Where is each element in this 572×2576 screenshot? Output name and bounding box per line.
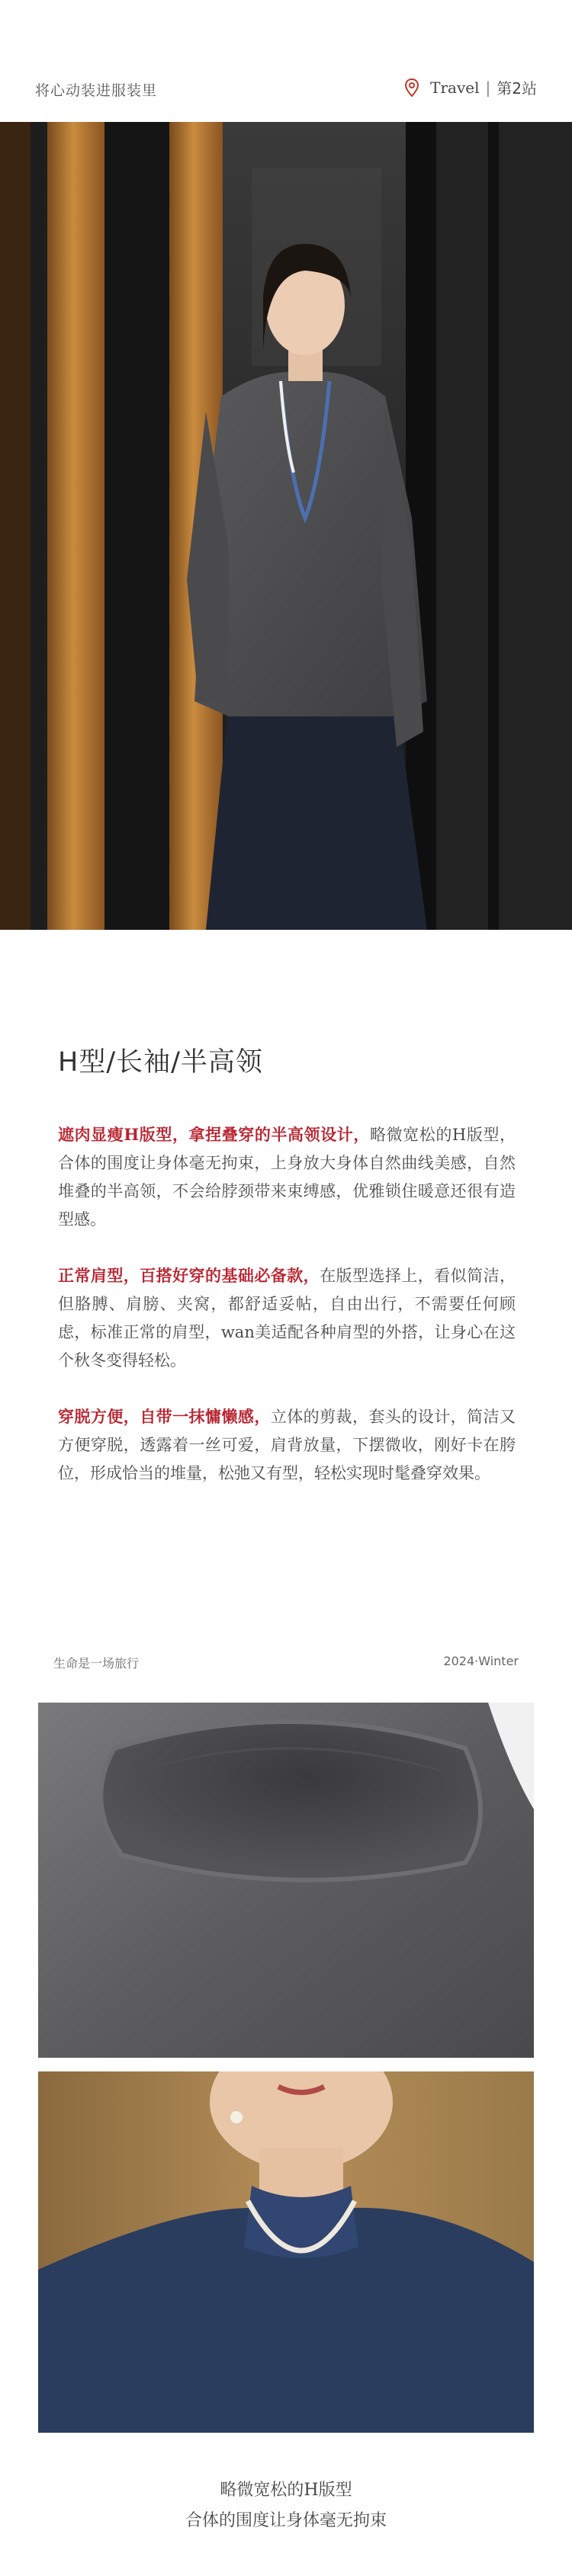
brand-tagline: 将心动装进服装里 [35, 82, 158, 99]
section-season: 2024·Winter [443, 1654, 519, 1668]
feature-paragraph-1 [58, 1120, 516, 1234]
section-slogan: 生命是一场旅行 [53, 1656, 140, 1671]
caption-line-1: 略微宽松的H版型 [220, 2481, 352, 2500]
collar-detail-photo [38, 1703, 534, 2058]
neckline-model-photo [38, 2071, 534, 2433]
feature-body-2: 在版型选择上，看似简洁，但胳膊、肩膀、夹窝，都舒适妥帖，自由出行，不需要任何顾虑，标准正常的肩型，wan美适配各种肩型的外搭，让身心在这个秋冬变得轻松。 [58, 1267, 516, 1370]
feature-highlight-2: 正常肩型，百搭好穿的基础必备款， [58, 1266, 320, 1285]
feature-body-1: 略微宽松的H版型，合体的围度让身体毫无拘束，上身放大身体自然曲线美感，自然堆叠的半高领，不会给脖颈带来束缚感，优雅锁住暖意还很有造型感。 [58, 1126, 516, 1229]
caption-line-2: 合体的围度让身体毫无拘束 [185, 2511, 387, 2530]
location-separator: | [485, 78, 491, 97]
feature-paragraph-2 [58, 1261, 516, 1375]
neckline-model-illustration [38, 2071, 534, 2433]
location-en: Travel [430, 78, 480, 97]
location-label [404, 76, 537, 98]
hero-photo [0, 122, 572, 930]
top-header [0, 0, 572, 122]
location-pin-icon [404, 78, 419, 97]
feature-highlight-3: 穿脱方便，自带一抹慵懒感， [58, 1407, 271, 1426]
article-title: H型/长袖/半高领 [58, 1047, 263, 1078]
collar-detail-illustration [38, 1703, 534, 2058]
feature-paragraph-3 [58, 1402, 516, 1488]
feature-highlight-1: 遮肉显瘦H版型，拿捏叠穿的半高领设计， [58, 1125, 370, 1144]
feature-body-3: 立体的剪裁，套头的设计，简洁又方便穿脱，透露着一丝可爱，肩背放量，下摆微收，刚好卡在胯位，形成恰当的堆量，松弛又有型，轻松实现时髦叠穿效果。 [58, 1408, 516, 1482]
location-cn: 第2站 [496, 79, 537, 98]
hero-illustration [0, 122, 572, 930]
